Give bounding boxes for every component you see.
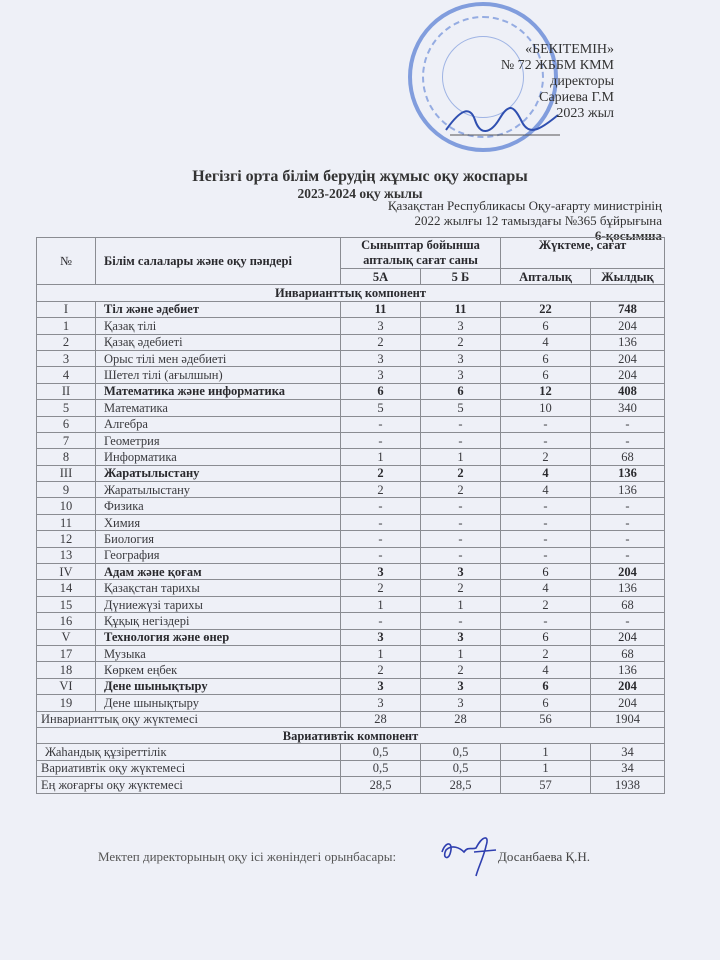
max-total-yearly: 1938 — [591, 777, 665, 793]
row-yearly: 136 — [591, 482, 665, 498]
variative-item-weekly: 1 — [501, 744, 591, 760]
row-num: 16 — [37, 613, 96, 629]
document-title: Негізгі орта білім берудің жұмыс оқу жоспары — [192, 168, 528, 185]
table-row — [37, 547, 665, 563]
row-weekly: - — [501, 416, 591, 432]
table-row — [37, 498, 665, 514]
row-num: 2 — [37, 334, 96, 350]
row-num: IV — [37, 564, 96, 580]
row-num: 18 — [37, 662, 96, 678]
variative-item-5a: 0,5 — [341, 744, 421, 760]
row-num: 4 — [37, 367, 96, 383]
table-row — [37, 482, 665, 498]
row-5b: 3 — [421, 318, 501, 334]
row-weekly: 4 — [501, 465, 591, 481]
header-yearly: Жылдық — [591, 269, 665, 285]
row-5a: 2 — [341, 482, 421, 498]
reference-order: 2022 жылғы 12 тамыздағы №365 бұйрығына — [414, 213, 662, 228]
row-weekly: 2 — [501, 449, 591, 465]
row-5b: - — [421, 613, 501, 629]
row-num: 10 — [37, 498, 96, 514]
row-subject: Дүниежүзі тарихы — [96, 596, 341, 612]
row-5b: 3 — [421, 629, 501, 645]
row-num: 5 — [37, 400, 96, 416]
variative-total-yearly: 34 — [591, 760, 665, 776]
row-weekly: - — [501, 531, 591, 547]
max-total-weekly: 57 — [501, 777, 591, 793]
row-num: 13 — [37, 547, 96, 563]
header-num: № — [37, 238, 96, 285]
table-row — [37, 449, 665, 465]
row-num: 7 — [37, 432, 96, 448]
row-yearly: - — [591, 547, 665, 563]
approval-name: Сариева Г.М — [539, 90, 614, 105]
row-5a: - — [341, 416, 421, 432]
approval-date: 2023 жыл — [556, 106, 614, 121]
row-yearly: 340 — [591, 400, 665, 416]
row-num: 14 — [37, 580, 96, 596]
variative-component-title: Вариативтік компонент — [37, 727, 665, 743]
section-row — [37, 301, 665, 317]
table-row — [37, 367, 665, 383]
row-weekly: 6 — [501, 695, 591, 711]
row-5a: 2 — [341, 334, 421, 350]
row-num: 9 — [37, 482, 96, 498]
row-num: 8 — [37, 449, 96, 465]
row-yearly: 204 — [591, 367, 665, 383]
table-row — [37, 334, 665, 350]
section-row — [37, 629, 665, 645]
row-num: VI — [37, 678, 96, 694]
row-num: 1 — [37, 318, 96, 334]
row-yearly: 204 — [591, 318, 665, 334]
row-5a: 1 — [341, 449, 421, 465]
row-subject: Жаратылыстану — [96, 465, 341, 481]
header-class-5b: 5 Б — [421, 269, 501, 285]
table-row — [37, 662, 665, 678]
section-row — [37, 564, 665, 580]
row-5b: 3 — [421, 564, 501, 580]
row-5a: - — [341, 531, 421, 547]
table-row — [37, 514, 665, 530]
row-5a: 6 — [341, 383, 421, 399]
row-yearly: - — [591, 416, 665, 432]
row-num: 15 — [37, 596, 96, 612]
row-weekly: 2 — [501, 645, 591, 661]
row-5b: 11 — [421, 301, 501, 317]
row-num: 11 — [37, 514, 96, 530]
row-subject: Жаратылыстану — [96, 482, 341, 498]
row-subject: Информатика — [96, 449, 341, 465]
approval-role: директоры — [550, 74, 614, 89]
row-5a: 3 — [341, 678, 421, 694]
row-5b: - — [421, 514, 501, 530]
variative-item-label: Жаһандық құзіреттілік — [37, 744, 341, 760]
row-5a: 11 — [341, 301, 421, 317]
row-yearly: 136 — [591, 580, 665, 596]
row-num: 12 — [37, 531, 96, 547]
table-row — [37, 645, 665, 661]
row-num: V — [37, 629, 96, 645]
academic-year: 2023-2024 оқу жылы — [297, 186, 423, 201]
row-5a: 1 — [341, 645, 421, 661]
approval-school: № 72 ЖББМ КММ — [500, 58, 614, 73]
row-5b: 2 — [421, 334, 501, 350]
table-row — [37, 596, 665, 612]
row-subject: Геометрия — [96, 432, 341, 448]
row-5b: 2 — [421, 465, 501, 481]
row-yearly: - — [591, 498, 665, 514]
row-5a: - — [341, 613, 421, 629]
section-row — [37, 678, 665, 694]
table-row — [37, 432, 665, 448]
row-5b: 2 — [421, 662, 501, 678]
row-subject: Қазақстан тарихы — [96, 580, 341, 596]
row-num: III — [37, 465, 96, 481]
header-weekly-by-class: Сыныптар бойынша апталық сағат саны — [341, 238, 501, 269]
invariant-component-title: Инварианттық компонент — [37, 285, 665, 301]
row-weekly: 6 — [501, 629, 591, 645]
row-yearly: 408 — [591, 383, 665, 399]
row-5a: 3 — [341, 629, 421, 645]
row-weekly: 6 — [501, 318, 591, 334]
row-weekly: - — [501, 432, 591, 448]
row-yearly: 204 — [591, 695, 665, 711]
row-subject: Көркем еңбек — [96, 662, 341, 678]
row-5b: 6 — [421, 383, 501, 399]
reference-ministry: Қазақстан Республикасы Оқу-ағарту министрінің — [387, 198, 662, 213]
row-yearly: 204 — [591, 629, 665, 645]
row-subject: Химия — [96, 514, 341, 530]
row-5b: 3 — [421, 350, 501, 366]
row-yearly: 68 — [591, 596, 665, 612]
row-num: II — [37, 383, 96, 399]
invariant-total-label: Инварианттық оқу жүктемесі — [37, 711, 341, 727]
header-load-hours: Жүктеме, сағат — [501, 238, 665, 269]
row-subject: Технология және өнер — [96, 629, 341, 645]
row-5b: 3 — [421, 367, 501, 383]
header-subject: Білім салалары және оқу пәндері — [96, 238, 341, 285]
row-subject: Қазақ әдебиеті — [96, 334, 341, 350]
max-total-5b: 28,5 — [421, 777, 501, 793]
invariant-total-5b: 28 — [421, 711, 501, 727]
variative-item-yearly: 34 — [591, 744, 665, 760]
row-num: 6 — [37, 416, 96, 432]
row-subject: Қазақ тілі — [96, 318, 341, 334]
row-5a: 3 — [341, 367, 421, 383]
row-weekly: 6 — [501, 350, 591, 366]
table-row — [37, 695, 665, 711]
row-yearly: 204 — [591, 350, 665, 366]
row-subject: Математика — [96, 400, 341, 416]
footer-name: Досанбаева Қ.Н. — [498, 849, 591, 864]
row-subject: Адам және қоғам — [96, 564, 341, 580]
deputy-signature-icon — [438, 832, 498, 880]
row-subject: Алгебра — [96, 416, 341, 432]
row-weekly: 22 — [501, 301, 591, 317]
row-yearly: - — [591, 531, 665, 547]
row-5a: 3 — [341, 318, 421, 334]
row-num: 19 — [37, 695, 96, 711]
variative-total-5a: 0,5 — [341, 760, 421, 776]
header-class-5a: 5А — [341, 269, 421, 285]
table-row — [37, 613, 665, 629]
row-subject: Орыс тілі мен әдебиеті — [96, 350, 341, 366]
table-row — [37, 531, 665, 547]
row-yearly: 68 — [591, 645, 665, 661]
table-row — [37, 350, 665, 366]
row-weekly: 4 — [501, 334, 591, 350]
row-subject: Биология — [96, 531, 341, 547]
row-5b: 3 — [421, 678, 501, 694]
table-row — [37, 318, 665, 334]
row-5b: 1 — [421, 449, 501, 465]
row-5a: 2 — [341, 580, 421, 596]
row-5a: - — [341, 514, 421, 530]
row-subject: Музыка — [96, 645, 341, 661]
variative-total-label: Вариативтік оқу жүктемесі — [37, 760, 341, 776]
row-weekly: 10 — [501, 400, 591, 416]
row-5a: - — [341, 432, 421, 448]
row-5b: 3 — [421, 695, 501, 711]
row-subject: География — [96, 547, 341, 563]
row-5b: - — [421, 498, 501, 514]
row-weekly: 12 — [501, 383, 591, 399]
row-5b: - — [421, 432, 501, 448]
row-5a: 1 — [341, 596, 421, 612]
row-subject: Дене шынықтыру — [96, 695, 341, 711]
row-5a: 2 — [341, 662, 421, 678]
row-yearly: 68 — [591, 449, 665, 465]
row-weekly: 6 — [501, 564, 591, 580]
row-subject: Шетел тілі (ағылшын) — [96, 367, 341, 383]
variative-total-5b: 0,5 — [421, 760, 501, 776]
row-yearly: - — [591, 432, 665, 448]
row-weekly: - — [501, 514, 591, 530]
row-num: 3 — [37, 350, 96, 366]
row-5b: 1 — [421, 645, 501, 661]
row-5a: 5 — [341, 400, 421, 416]
row-5b: - — [421, 531, 501, 547]
approval-block — [501, 42, 614, 122]
row-weekly: 2 — [501, 596, 591, 612]
max-total-label: Ең жоғарғы оқу жүктемесі — [37, 777, 341, 793]
variative-total-weekly: 1 — [501, 760, 591, 776]
row-yearly: 204 — [591, 678, 665, 694]
row-weekly: 4 — [501, 580, 591, 596]
table-row — [37, 580, 665, 596]
row-weekly: 4 — [501, 482, 591, 498]
table-row — [37, 400, 665, 416]
row-subject: Физика — [96, 498, 341, 514]
row-subject: Құқық негіздері — [96, 613, 341, 629]
row-yearly: 204 — [591, 564, 665, 580]
row-weekly: - — [501, 547, 591, 563]
row-5b: 2 — [421, 580, 501, 596]
row-num: I — [37, 301, 96, 317]
table-row — [37, 416, 665, 432]
max-total-5a: 28,5 — [341, 777, 421, 793]
section-row — [37, 465, 665, 481]
row-yearly: - — [591, 613, 665, 629]
approval-heading: «БЕКІТЕМІН» — [525, 42, 614, 57]
row-weekly: 6 — [501, 367, 591, 383]
row-subject: Математика және информатика — [96, 383, 341, 399]
invariant-total-5a: 28 — [341, 711, 421, 727]
row-5a: 3 — [341, 695, 421, 711]
row-5a: 2 — [341, 465, 421, 481]
row-5b: 2 — [421, 482, 501, 498]
row-5a: - — [341, 498, 421, 514]
row-weekly: 6 — [501, 678, 591, 694]
row-yearly: 136 — [591, 465, 665, 481]
variative-item-5b: 0,5 — [421, 744, 501, 760]
row-5a: 3 — [341, 350, 421, 366]
row-subject: Дене шынықтыру — [96, 678, 341, 694]
invariant-total-yearly: 1904 — [591, 711, 665, 727]
header-weekly: Апталық — [501, 269, 591, 285]
row-5a: 3 — [341, 564, 421, 580]
row-5b: 1 — [421, 596, 501, 612]
section-row — [37, 383, 665, 399]
row-yearly: 136 — [591, 662, 665, 678]
row-weekly: - — [501, 498, 591, 514]
row-5a: - — [341, 547, 421, 563]
row-5b: - — [421, 416, 501, 432]
row-5b: 5 — [421, 400, 501, 416]
row-yearly: 136 — [591, 334, 665, 350]
row-yearly: 748 — [591, 301, 665, 317]
row-subject: Тіл және әдебиет — [96, 301, 341, 317]
row-num: 17 — [37, 645, 96, 661]
reference-appendix: 6-қосымша — [594, 228, 662, 243]
row-yearly: - — [591, 514, 665, 530]
footer-position: Мектеп директорының оқу ісі жөніндегі орынбасары: — [98, 849, 397, 864]
row-weekly: - — [501, 613, 591, 629]
curriculum-table — [36, 237, 665, 794]
row-weekly: 4 — [501, 662, 591, 678]
invariant-total-weekly: 56 — [501, 711, 591, 727]
row-5b: - — [421, 547, 501, 563]
